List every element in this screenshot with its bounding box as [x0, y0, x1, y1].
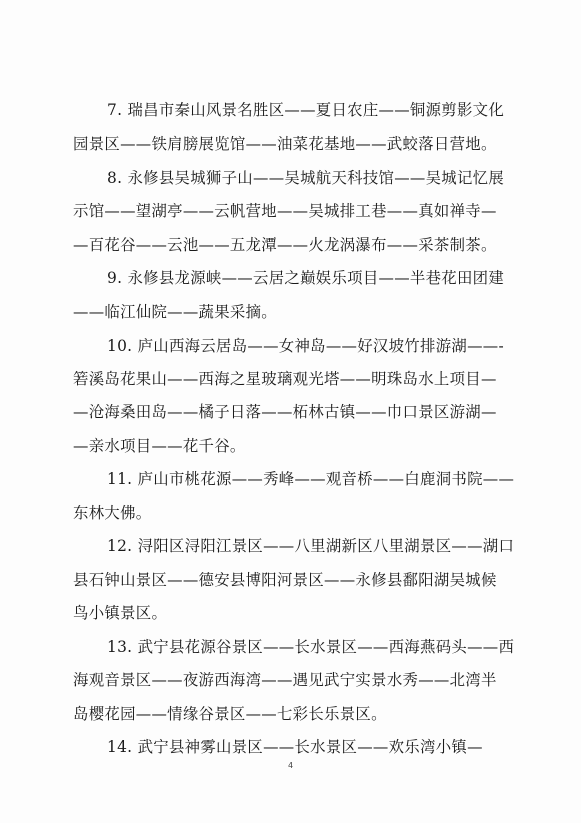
- paragraph-8-line-2: 示馆——望湖亭——云帆营地——吴城排工巷——真如禅寺—: [73, 202, 497, 220]
- paragraph-13-line-3: 岛樱花园——情缘谷景区——七彩长乐景区。: [73, 705, 387, 723]
- paragraph-13-line-1: 13. 武宁县花源谷景区——长水景区——西海燕码头——西: [107, 638, 515, 656]
- paragraph-12-line-2: 县石钟山景区——德安县博阳河景区——永修县鄱阳湖吴城候: [73, 571, 497, 589]
- paragraph-10-line-2: 箬溪岛花果山——西海之星玻璃观光塔——明珠岛水上项目—: [73, 370, 497, 388]
- paragraph-8-line-3: —百花谷——云池——五龙潭——火龙涡瀑布——采茶制茶。: [73, 236, 497, 254]
- paragraph-11-line-1: 11. 庐山市桃花源——秀峰——观音桥——白鹿洞书院——: [107, 470, 515, 488]
- paragraph-10-line-1: 10. 庐山西海云居岛——女神岛——好汉坡竹排游湖——-: [107, 337, 504, 355]
- paragraph-10-line-3: —沧海桑田岛——橘子日落——柘林古镇——巾口景区游湖—: [73, 403, 497, 421]
- paragraph-14-line-1: 14. 武宁县神雾山景区——长水景区——欢乐湾小镇—: [107, 738, 483, 756]
- paragraph-9-line-2: ——临江仙院——蔬果采摘。: [73, 303, 277, 321]
- paragraph-8-line-1: 8. 永修县吴城狮子山——吴城航天科技馆——吴城记忆展: [107, 169, 505, 187]
- paragraph-13-line-2: 海观音景区——夜游西海湾——遇见武宁实景水秀——北湾半: [73, 671, 497, 689]
- paragraph-7-line-1: 7. 瑞昌市秦山风景名胜区——夏日农庄——铜源剪影文化: [107, 101, 505, 119]
- paragraph-12-line-1: 12. 浔阳区浔阳江景区——八里湖新区八里湖景区——湖口: [107, 537, 515, 555]
- paragraph-12-line-3: 鸟小镇景区。: [73, 604, 168, 622]
- paragraph-11-line-2: 东林大佛。: [73, 504, 152, 522]
- paragraph-10-line-4: —亲水项目——花千谷。: [73, 437, 246, 455]
- page-number: 4: [287, 761, 294, 770]
- paragraph-7-line-2: 园景区——铁肩膀展览馆——油菜花基地——武蛟落日营地。: [73, 135, 497, 153]
- paragraph-9-line-1: 9. 永修县龙源峡——云居之巅娱乐项目——半巷花田团建: [107, 269, 505, 287]
